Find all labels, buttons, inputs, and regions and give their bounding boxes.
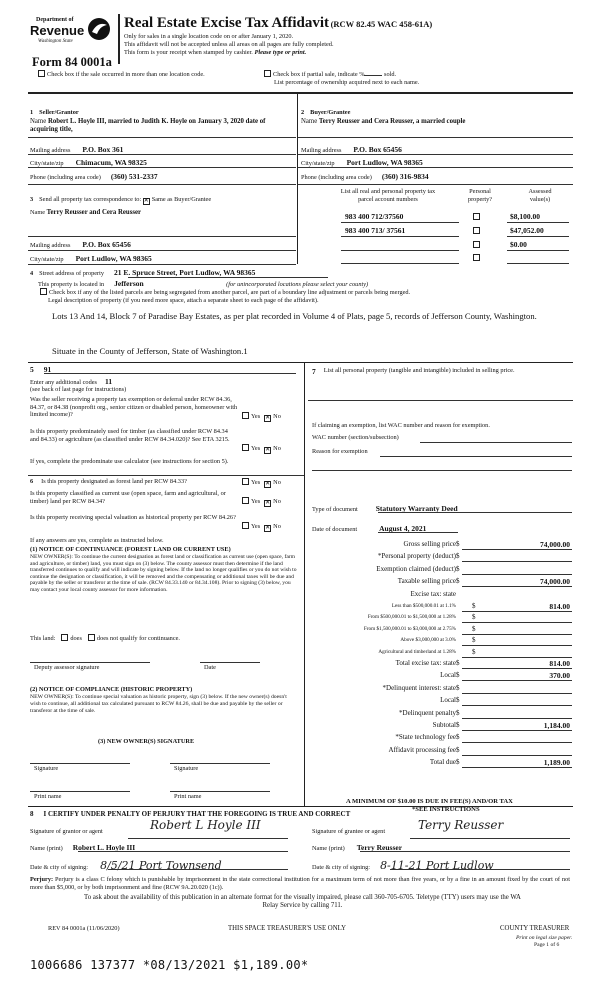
multi-location-checkbox-row[interactable]: Check box if the sale occurred in more than one location code. xyxy=(38,70,205,79)
grantee-signature: Terry Reusser xyxy=(418,818,504,832)
top-rule xyxy=(28,92,573,94)
s6-q2-answer: Yes✕ No xyxy=(242,497,281,507)
tax-calc-row xyxy=(312,590,574,601)
tax-calc-row xyxy=(312,684,574,695)
tax-calc-label: Agricultural and timberland at 1.28% xyxy=(378,648,456,655)
s7-exempt-text: If claiming an exemption, list WAC number and reason for exemption. xyxy=(312,422,490,429)
tax-calc-label: Less than $500,000.01 at 1.1% xyxy=(391,603,456,609)
header-divider xyxy=(118,14,120,64)
rule xyxy=(128,277,328,278)
tax-calc-underline xyxy=(462,755,572,756)
legal-paper-note: Print on legal size paper. xyxy=(516,935,573,941)
s5-code-row: 5 91 xyxy=(30,365,52,374)
rule xyxy=(28,250,296,251)
dollar-sign: $ xyxy=(456,708,460,717)
tax-calc-underline xyxy=(462,680,572,681)
rule xyxy=(390,869,570,870)
s4-street-row: 4 Street address of property 21 E. Spruce Street, Port Ludlow, WA 98365 xyxy=(30,268,256,277)
s5-q2-answer: Yes✕ No xyxy=(242,444,281,454)
s6-q3: Is this property receiving special valuation as historical property per RCW 84.26? xyxy=(30,514,236,521)
tax-calc-underline xyxy=(462,742,572,743)
logo-state-text: Washington State xyxy=(38,39,73,44)
grantor-date-row: Date & city of signing: 8/5/21 Port Townsend xyxy=(30,859,222,872)
tax-calc-row xyxy=(312,671,574,682)
s3-send-to: 3 Send all property tax correspondence to: ✕ Same as Buyer/Grantee xyxy=(30,196,211,205)
s6-n2-heading: (2) NOTICE OF COMPLIANCE (HISTORIC PROPERTY) xyxy=(30,686,193,693)
tax-calc-row xyxy=(312,721,574,732)
situate-text: Situate in the County of Jefferson, State of Washington.1 xyxy=(52,346,248,356)
tax-calc-label: Taxable selling price xyxy=(397,577,456,586)
accessibility-notice: To ask about the availability of this publication in an alternate format for the visually impaired, please call 360-705-6705. Teletype (TTY) users may use the WA Relay Service by calling 711. xyxy=(84,894,521,910)
tax-calc-row xyxy=(312,648,574,659)
tax-calc-label: *Delinquent penalty xyxy=(399,708,456,717)
this-land-row: This land: does does not qualify for continuance. xyxy=(30,635,180,642)
personal-property-checkbox[interactable] xyxy=(473,213,480,220)
tax-calc-label: Above $3,000,000 at 3.0% xyxy=(400,637,456,644)
rule xyxy=(30,662,150,663)
dollar-sign: $ xyxy=(456,540,460,548)
cashier-receipt-stamp: 1006686 137377 *08/13/2021 $1,189.00* xyxy=(30,958,309,972)
buyer-city-row: City/state/zip Port Ludlow, WA 98365 xyxy=(301,158,423,167)
perjury-notice: Perjury: Perjury is a class C felony which is punishable by imprisonment in the state correctional institution for a maximum term of not more than five years, or by a fine in an amount fixed by the court of not more than $5,000, or by both imprisonment and fine (RCW 9A.20.020 (1c)). xyxy=(30,876,571,891)
owner-print-name-label: Print name xyxy=(34,793,62,800)
tax-calc-label: Excise tax: state xyxy=(410,589,456,598)
header-note-2: This affidavit will not be accepted unless all areas on all pages are fully completed. xyxy=(124,41,334,48)
s5-q1: Was the seller receiving a property tax exemption or deferral under RCW 84.36, 84.37, or 84.38 (nonprofit org., senior citizen or disabled person, homeowner with limited income)? xyxy=(30,396,238,419)
rule xyxy=(170,763,270,764)
tax-calc-label: *Delinquent interest: state xyxy=(382,683,456,692)
s5-see-back: (see back of last page for instructions) xyxy=(30,386,127,393)
s6-n1-body: NEW OWNER(S): To continue the current designation as forest land or classification as current use (open space, farm and agriculture, or timber) land, you must sign on (3) below. The county assessor must then determine if the land transferred continues to qualify and will indicate by signing below. If the land no longer qualifies or you do not wish to continue the designation or classification, it will be removed and the compensating or additional taxes will be due and payable by the seller or transferor at the time of sale. (RCW 84.33.140 or 84.34.108). Prior to signing (3) below, you may contact your local county assessor for more information. xyxy=(30,554,297,593)
tax-calc-value: 1,184.00 xyxy=(543,721,570,730)
tax-calc-value: 74,000.00 xyxy=(540,540,570,549)
no-checkbox[interactable] xyxy=(264,500,271,507)
dollar-sign: $ xyxy=(456,659,460,667)
seller-phone-row: Phone (including area code) (360) 531-2337 xyxy=(30,172,158,181)
tax-calc-underline xyxy=(462,561,572,562)
s5-q2: Is this property predominately used for timber (as classified under RCW 84.34 and 84.33) or agriculture (as classified under RCW 84.34.020)? See ETA 3215. xyxy=(30,428,230,443)
s6-q1: 6 Is this property designated as forest land per RCW 84.33? xyxy=(30,478,187,485)
tax-calc-underline xyxy=(462,574,572,575)
tax-calc-value: 1,189.00 xyxy=(543,758,570,768)
s3-name-row: Name Terry Reusser and Cera Reusser xyxy=(30,209,142,216)
yes-checkbox[interactable] xyxy=(242,497,249,504)
s3-mail-row: Mailing address P.O. Box 65456 xyxy=(30,240,131,249)
yes-checkbox[interactable] xyxy=(242,478,249,485)
dollar-sign: $ xyxy=(456,671,460,680)
tax-calc-row xyxy=(312,552,574,563)
tax-calc-underline xyxy=(462,645,572,646)
tax-calc-value: 370.00 xyxy=(549,671,570,681)
header-note-1: Only for sales in a single location code on or after January 1, 2020. xyxy=(124,33,294,40)
parcel-row: 983 400 712/37560 $8,100.00 xyxy=(345,211,573,223)
s4-location-row: This property is located in Jefferson (for unincorporated locations please select your county) xyxy=(38,279,369,288)
rule xyxy=(378,512,572,513)
tax-calc-underline xyxy=(462,622,572,623)
rule xyxy=(312,470,572,471)
dollar-sign: $ xyxy=(456,696,460,705)
rule xyxy=(28,137,296,138)
grantee-signature-label: Signature of grantee or agent xyxy=(312,828,386,835)
tax-calc-row xyxy=(312,758,574,769)
yes-checkbox[interactable] xyxy=(242,444,249,451)
s1-heading: 1 Seller/Grantor xyxy=(30,109,79,116)
s7-wac-label: WAC number (section/subsection) xyxy=(312,434,399,441)
s7-reason-label: Reason for exemption xyxy=(312,448,368,455)
owner-signature-label: Signature xyxy=(34,765,59,772)
tax-calc-label: Exemption claimed (deduct) xyxy=(376,564,456,573)
does-checkbox[interactable] xyxy=(61,634,68,641)
tax-calc-underline xyxy=(462,718,572,719)
doc-type-row: Type of document Statutory Warranty Deed xyxy=(312,504,458,513)
legal-desc-label: Legal description of property (if you need more space, attach a separate sheet to each page of the affidavit). xyxy=(48,297,319,304)
tax-calc-value: 814.00 xyxy=(549,602,570,611)
s5-q1-answer: Yes✕ No xyxy=(242,412,281,422)
tax-calc-label: Gross selling price xyxy=(403,540,456,548)
s5-addl-row: Enter any additional codes 11 xyxy=(30,377,113,386)
s6-n3-heading: (3) NEW OWNER(S) SIGNATURE xyxy=(98,738,195,745)
tax-calc-row xyxy=(312,565,574,576)
rule xyxy=(298,167,573,168)
rule xyxy=(30,763,130,764)
multi-location-checkbox[interactable] xyxy=(38,70,45,77)
dollar-sign: $ xyxy=(456,758,460,767)
rule xyxy=(200,662,260,663)
dollar-sign: $ xyxy=(456,552,460,561)
grantor-signature: Robert L Hoyle III xyxy=(150,818,261,832)
seller-mail-row: Mailing address P.O. Box 361 xyxy=(30,145,124,154)
dollar-sign: $ xyxy=(472,613,476,622)
county-treasurer-label: COUNTY TREASURER xyxy=(500,925,570,932)
tax-calc-underline xyxy=(462,586,572,587)
tax-calc-value: 74,000.00 xyxy=(540,577,570,587)
rule xyxy=(420,442,572,443)
tax-calc-underline xyxy=(462,611,572,612)
tax-calc-underline xyxy=(462,693,572,694)
segregation-checkbox-row[interactable]: Check box if any of the listed parcels are being segregated from another parcel, are part of a boundary line adjustment or parcels being merged. xyxy=(40,288,410,297)
col-divider-lower xyxy=(304,362,305,806)
tax-calc-row xyxy=(312,709,574,720)
personal-property-checkbox[interactable] xyxy=(473,241,480,248)
dollar-sign: $ xyxy=(456,564,460,573)
treasurer-space-label: THIS SPACE TREASURER'S USE ONLY xyxy=(228,925,347,932)
rule xyxy=(298,184,573,185)
s6-q3-answer: Yes✕ No xyxy=(242,522,281,532)
rule xyxy=(128,838,288,839)
form-title: Real Estate Excise Tax Affidavit (RCW 82.45 WAC 458-61A) xyxy=(124,15,433,31)
s5-q3: If yes, complete the predominate use calculator (see instructions for section 5). xyxy=(30,458,229,465)
s6-q2: Is this property classified as current use (open space, farm and agricultural, or timber) land per RCW 84.34? xyxy=(30,490,226,505)
tax-calc-label: From $1,500,000.01 to $3,000,000 at 2.75% xyxy=(363,625,456,632)
deputy-signature-label: Deputy assessor signature xyxy=(34,664,100,671)
buyer-mail-row: Mailing address P.O. Box 65456 xyxy=(301,145,402,154)
dollar-sign: $ xyxy=(472,636,476,645)
rule xyxy=(380,456,572,457)
tax-calc-underline xyxy=(462,705,572,706)
dollar-sign: $ xyxy=(472,647,476,656)
dollar-sign: $ xyxy=(456,577,460,586)
rule xyxy=(378,532,458,533)
revision-label: REV 84 0001a (11/06/2020) xyxy=(48,925,120,932)
grantor-signature-label: Signature of grantor or agent xyxy=(30,828,103,835)
rule xyxy=(108,869,288,870)
s3-city-row: City/state/zip Port Ludlow, WA 98365 xyxy=(30,254,152,263)
rule xyxy=(28,184,296,185)
form-number: Form 84 0001a xyxy=(32,55,112,69)
minimum-due-note: A MINIMUM OF $10.00 IS DUE IN FEE(S) AND/OR TAX xyxy=(346,798,513,805)
logo-mark-icon xyxy=(86,17,112,41)
no-checkbox[interactable] xyxy=(264,415,271,422)
tax-calc-row xyxy=(312,746,574,757)
tax-calc-label: From $500,000.01 to $1,500,000 at 1.28% xyxy=(367,614,456,621)
deputy-date-label: Date xyxy=(204,664,216,671)
tax-calc-underline xyxy=(462,668,572,669)
yes-checkbox[interactable] xyxy=(242,522,249,529)
buyer-name: Name Terry Reusser and Cera Reusser, a married couple xyxy=(301,118,466,125)
dollar-sign: $ xyxy=(472,624,476,633)
tax-calc-row xyxy=(312,540,574,551)
rule xyxy=(170,791,270,792)
logo-revenue-text: Revenue xyxy=(30,23,85,38)
tax-calc-row xyxy=(312,659,574,670)
tax-calc-underline xyxy=(462,549,572,550)
tax-calc-row xyxy=(312,602,574,613)
tax-calc-underline xyxy=(462,767,572,768)
rule xyxy=(298,137,573,138)
rule xyxy=(298,154,573,155)
rule xyxy=(28,806,573,807)
tax-calc-row xyxy=(312,613,574,624)
tax-calc-label: Subtotal xyxy=(432,721,456,729)
tax-calc-label: Total excise tax: state xyxy=(395,659,456,667)
dollar-sign: $ xyxy=(456,745,460,754)
tax-calc-label: Local xyxy=(440,696,456,705)
col-divider-upper xyxy=(297,92,298,264)
tax-calc-row xyxy=(312,625,574,636)
tax-calc-value: 814.00 xyxy=(549,659,570,668)
tax-calc-row xyxy=(312,696,574,707)
rule xyxy=(28,264,296,265)
page-number: Page 1 of 6 xyxy=(534,942,560,948)
does-not-checkbox[interactable] xyxy=(88,634,95,641)
rule xyxy=(44,373,296,374)
list-percentage-note: List percentage of ownership acquired next to each name. xyxy=(274,79,420,86)
rule xyxy=(28,236,296,237)
seller-name: Name Robert L. Hoyle III, married to Judith K. Hoyle on January 3, 2020 date of acquiring title, xyxy=(30,118,266,134)
tax-calc-label: Local xyxy=(440,671,456,680)
tax-calc-row xyxy=(312,636,574,647)
yes-checkbox[interactable] xyxy=(242,412,249,419)
rule xyxy=(28,475,304,476)
seller-city-row: City/state/zip Chimacum, WA 98325 xyxy=(30,158,147,167)
tax-calc-label: Affidavit processing fee xyxy=(388,745,456,754)
rule xyxy=(360,851,570,852)
rule xyxy=(308,400,573,401)
certify-heading: 8 I CERTIFY UNDER PENALTY OF PERJURY THAT THE FOREGOING IS TRUE AND CORRECT xyxy=(30,810,351,818)
tax-calc-row xyxy=(312,577,574,588)
partial-sale-checkbox-row[interactable]: Check box if partial sale, indicate % sold. xyxy=(264,70,396,79)
partial-sale-checkbox[interactable] xyxy=(264,70,271,77)
no-checkbox[interactable] xyxy=(264,481,271,488)
same-as-buyer-checkbox[interactable] xyxy=(143,198,150,205)
dollar-sign: $ xyxy=(456,683,460,692)
personal-property-checkbox[interactable] xyxy=(473,227,480,234)
parcel-table-header: List all real and personal property tax parcel account numbers Personal property? Assessed value(s) xyxy=(340,188,552,203)
rule xyxy=(30,791,130,792)
dollar-sign: $ xyxy=(472,602,476,610)
tax-calc-label: Total due xyxy=(429,758,456,767)
segregation-checkbox[interactable] xyxy=(40,288,47,295)
s6-n2-body: NEW OWNER(S): To continue special valuation as historic property, sign (3) below. If the new owner(s) doesn't wish to continue, all additional tax calculated pursuant to RCW 84.26, shall be due and payable by the seller or transferor at the time of sale. xyxy=(30,694,287,714)
legal-description: Lots 13 And 14, Block 7 of Paradise Bay Estates, as per plat recorded in Volume 4 of Plats, page 5, records of Jefferson County, Washington. xyxy=(52,311,537,321)
doc-date-row: Date of document August 4, 2021 xyxy=(312,524,427,533)
rule xyxy=(78,851,288,852)
parcel-row: $0.00 xyxy=(345,239,573,251)
logo-dept-text: Department of xyxy=(36,17,74,23)
tax-calc-underline xyxy=(462,730,572,731)
dollar-sign: $ xyxy=(456,721,460,729)
parcel-row xyxy=(345,252,573,264)
tax-calc-row xyxy=(312,733,574,744)
rule xyxy=(28,167,296,168)
tax-calc-underline xyxy=(462,657,572,658)
s6-q1-answer: Yes✕ No xyxy=(242,478,281,488)
mid-rule xyxy=(28,362,573,363)
buyer-phone-row: Phone (including area code) (360) 316-9834 xyxy=(301,172,429,181)
s2-heading: 2 Buyer/Grantee xyxy=(301,109,351,116)
rule xyxy=(28,154,296,155)
tax-calc-underline xyxy=(462,634,572,635)
header-note-3: This form is your receipt when stamped by cashier. Please type or print. xyxy=(124,49,307,56)
see-instructions-note: *SEE INSTRUCTIONS xyxy=(412,806,480,813)
dor-logo xyxy=(30,17,112,57)
rule xyxy=(410,838,570,839)
s7-heading: 7 List all personal property (tangible and intangible) included in selling price. xyxy=(312,367,515,376)
owner-print-name-label: Print name xyxy=(174,793,202,800)
grantee-date-row: Date & city of signing: 8-11-21 Port Ludlow xyxy=(312,859,494,872)
tax-calc-label: *Personal property (deduct) xyxy=(377,552,456,561)
owner-signature-label: Signature xyxy=(174,765,199,772)
grantor-name-row: Name (print) Robert L. Hoyle III xyxy=(30,843,136,852)
s6-q4: If any answers are yes, complete as instructed below. xyxy=(30,537,164,544)
grantee-name-row: Name (print) Terry Reusser xyxy=(312,843,403,852)
no-checkbox[interactable] xyxy=(264,447,271,454)
parcel-row: 983 400 713/ 37561 $47,052.00 xyxy=(345,225,573,237)
s6-n1-heading: (1) NOTICE OF CONTINUANCE (FOREST LAND OR CURRENT USE) xyxy=(30,546,231,553)
dollar-sign: $ xyxy=(456,733,460,742)
tax-calc-label: *State technology fee xyxy=(395,733,456,742)
no-checkbox[interactable] xyxy=(264,525,271,532)
personal-property-checkbox[interactable] xyxy=(473,254,480,261)
